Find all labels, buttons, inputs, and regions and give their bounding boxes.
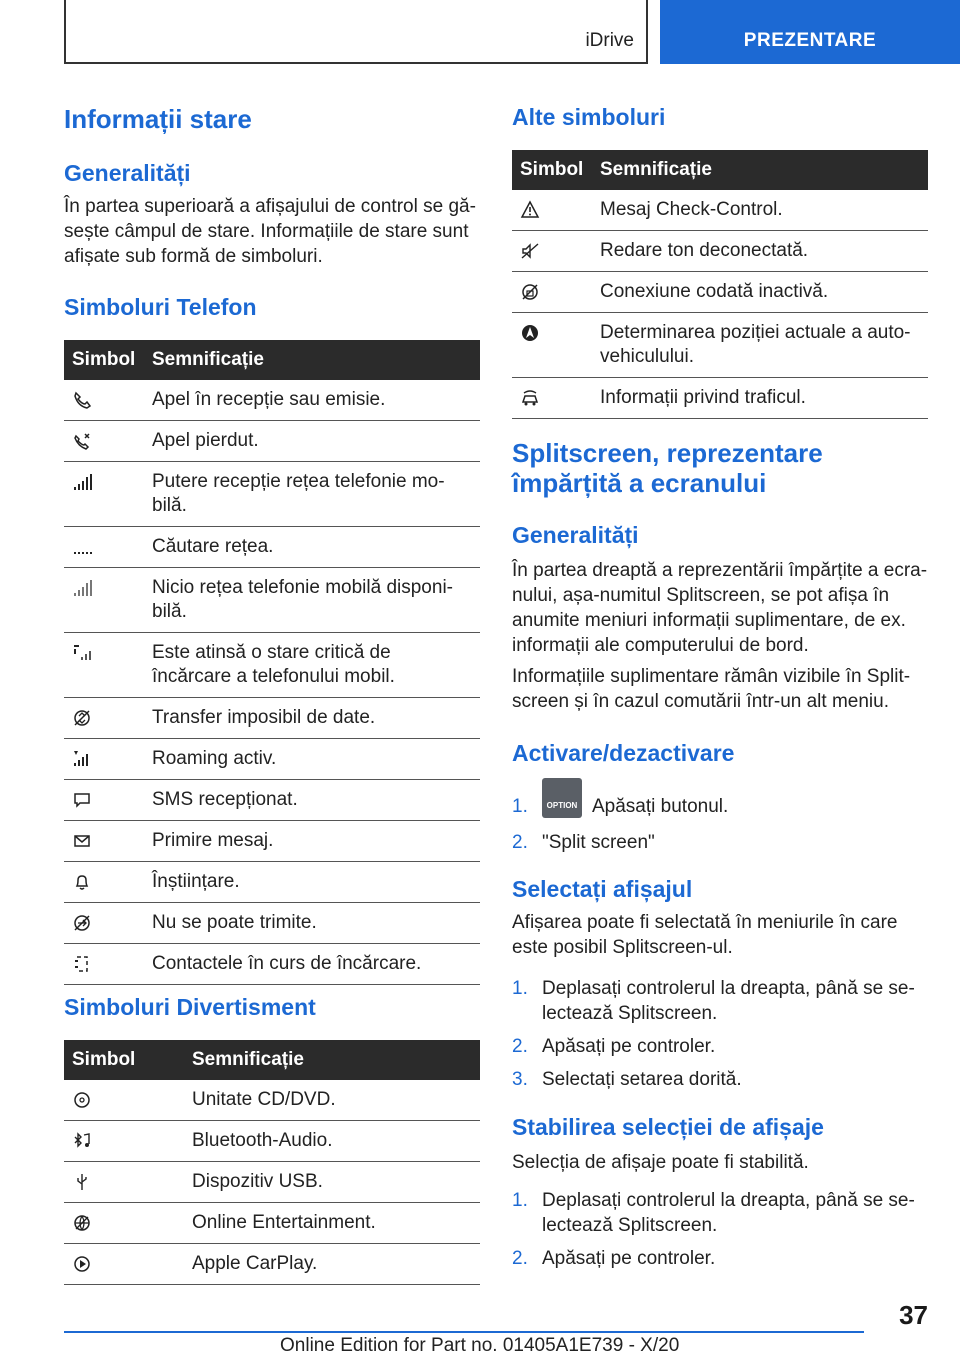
table-row — [64, 421, 480, 462]
symbol-meaning: Dispozitiv USB. — [184, 1162, 480, 1203]
page-title: Informații stare — [64, 104, 252, 134]
table-row — [512, 272, 928, 313]
usb-icon — [72, 1172, 92, 1192]
col-meaning: Semnificație — [144, 340, 480, 380]
list-item — [512, 1067, 928, 1092]
table-row — [64, 568, 480, 633]
symbol-meaning: Înștiințare. — [144, 862, 480, 903]
option-button-icon[interactable]: OPTION — [542, 778, 582, 818]
footer-divider — [64, 1331, 864, 1333]
step-text: Apăsați butonul. — [592, 796, 729, 817]
table-row — [64, 527, 480, 568]
table-row — [64, 1244, 480, 1285]
symbol-meaning: Unitate CD/DVD. — [184, 1080, 480, 1121]
symbol-meaning: Informații privind traficul. — [592, 378, 928, 419]
symbol-meaning: Transfer imposibil de date. — [144, 698, 480, 739]
fix-text: Selecția de afișaje poate fi stabilită. — [512, 1152, 809, 1173]
symbol-meaning: Este atinsă o stare critică de încărcare a telefonului mobil. — [144, 633, 480, 698]
mute-icon — [520, 241, 540, 261]
signal-strength-icon — [72, 472, 92, 492]
col-symbol: Simbol — [512, 150, 592, 190]
table-row — [512, 231, 928, 272]
bluetooth-audio-icon — [72, 1131, 92, 1151]
symbol-meaning: Nu se poate trimite. — [144, 903, 480, 944]
select-text: Afișarea poate fi selectată în meniurile în care este posibil Splitscreen-ul. — [512, 912, 898, 958]
symbol-meaning: Redare ton deconectată. — [592, 231, 928, 272]
entertainment-heading: Simboluri Divertisment — [64, 994, 316, 1020]
bell-icon — [72, 872, 92, 892]
header-chapter-box — [64, 0, 648, 64]
coded-connection-icon — [520, 282, 540, 302]
split-title-line1: Splitscreen, reprezentare — [512, 438, 823, 468]
general-heading: Generalități — [64, 160, 191, 186]
network-search-icon — [72, 537, 92, 557]
table-row — [64, 944, 480, 985]
fix-steps — [512, 1188, 928, 1279]
other-symbols-heading: Alte simboluri — [512, 104, 666, 130]
phone-symbols-table — [64, 340, 480, 985]
table-row — [64, 903, 480, 944]
col-symbol: Simbol — [64, 1040, 184, 1080]
col-symbol: Simbol — [64, 340, 144, 380]
position-icon — [520, 323, 540, 343]
cd-dvd-icon — [72, 1090, 92, 1110]
step-text: Deplasați controlerul la dreapta, până se se-lectează Splitscreen. — [542, 978, 915, 1024]
symbol-meaning: Determinarea poziției actuale a auto-vehiculului. — [592, 313, 928, 378]
table-row — [64, 821, 480, 862]
mail-icon — [72, 831, 92, 851]
table-row — [64, 698, 480, 739]
step-number: 2. — [512, 1248, 528, 1269]
col-meaning: Semnificație — [592, 150, 928, 190]
symbol-meaning: Apel pierdut. — [144, 421, 480, 462]
activate-steps — [512, 776, 928, 855]
symbol-meaning: Conexiune codată inactivă. — [592, 272, 928, 313]
symbol-meaning: Putere recepție rețea telefonie mo-bilă. — [144, 462, 480, 527]
general-text: În partea superioară a afișajului de control se gă-sește câmpul de stare. Informațiile de stare sunt afișate sub formă de simboluri. — [64, 196, 476, 267]
list-item — [512, 830, 928, 855]
low-battery-icon — [72, 643, 92, 663]
activate-heading: Activare/dezactivare — [512, 740, 735, 766]
page-number: 37 — [899, 1300, 928, 1330]
symbol-meaning: Căutare rețea. — [144, 527, 480, 568]
symbol-meaning: Apel în recepție sau emisie. — [144, 380, 480, 421]
table-row — [512, 378, 928, 419]
symbol-meaning: Roaming activ. — [144, 739, 480, 780]
list-item — [512, 1188, 928, 1238]
send-failed-icon — [72, 913, 92, 933]
list-item — [512, 1246, 928, 1271]
sms-icon — [72, 790, 92, 810]
step-number: 1. — [512, 978, 528, 999]
no-network-icon — [72, 578, 92, 598]
missed-call-icon — [72, 431, 92, 451]
online-entertainment-icon — [72, 1213, 92, 1233]
traffic-info-icon — [520, 388, 540, 408]
table-row — [64, 862, 480, 903]
phone-icon — [72, 390, 92, 410]
step-text: Selectați setarea dorită. — [542, 1069, 742, 1090]
symbol-meaning: SMS recepționat. — [144, 780, 480, 821]
select-steps — [512, 976, 928, 1100]
step-text: "Split screen" — [542, 832, 655, 853]
step-number: 1. — [512, 1190, 528, 1211]
header-chapter-label: iDrive — [585, 30, 634, 51]
symbol-meaning: Nicio rețea telefonie mobilă disponi-bilă. — [144, 568, 480, 633]
header-section-tab[interactable] — [660, 0, 960, 64]
symbol-meaning: Mesaj Check-Control. — [592, 190, 928, 231]
warning-icon — [520, 200, 540, 220]
table-row — [64, 380, 480, 421]
table-row — [64, 633, 480, 698]
footer-edition: Online Edition for Part no. 01405A1E739 - X/20 — [280, 1335, 680, 1356]
list-item — [512, 976, 928, 1026]
symbol-meaning: Online Entertainment. — [184, 1203, 480, 1244]
step-number: 2. — [512, 1036, 528, 1057]
table-row — [512, 313, 928, 378]
split-general-heading: Generalități — [512, 522, 639, 548]
split-title-line2: împărțită a ecranului — [512, 468, 767, 498]
header-section-label: PREZENTARE — [743, 30, 877, 51]
roaming-icon — [72, 749, 92, 769]
contacts-loading-icon — [72, 954, 92, 974]
carplay-icon — [72, 1254, 92, 1274]
step-number: 1. — [512, 796, 528, 817]
table-row — [512, 190, 928, 231]
symbol-meaning: Contactele în curs de încărcare. — [144, 944, 480, 985]
other-symbols-table — [512, 150, 928, 419]
step-text: Apăsați pe controler. — [542, 1248, 716, 1269]
table-row — [64, 462, 480, 527]
entertainment-symbols-table — [64, 1040, 480, 1285]
table-row — [64, 1121, 480, 1162]
no-data-transfer-icon — [72, 708, 92, 728]
list-item — [512, 1034, 928, 1059]
step-text: Deplasați controlerul la dreapta, până se se-lectează Splitscreen. — [542, 1190, 915, 1236]
table-row — [64, 739, 480, 780]
split-text-2: Informațiile suplimentare rămân vizibile în Split-screen și în cazul comutării într-un alt meniu. — [512, 666, 911, 712]
fix-heading: Stabilirea selecției de afișaje — [512, 1114, 824, 1140]
table-row — [64, 780, 480, 821]
symbol-meaning: Apple CarPlay. — [184, 1244, 480, 1285]
split-text-1: În partea dreaptă a reprezentării împărțite a ecra-nului, așa-numitul Splitscreen, se pot afișa în anumite meniuri informații suplimentare, de ex. informații ale computerului de bord. — [512, 560, 928, 656]
table-row — [64, 1203, 480, 1244]
col-meaning: Semnificație — [184, 1040, 480, 1080]
step-text: Apăsați pe controler. — [542, 1036, 716, 1057]
select-heading: Selectați afișajul — [512, 876, 693, 902]
phone-heading: Simboluri Telefon — [64, 294, 257, 320]
symbol-meaning: Bluetooth-Audio. — [184, 1121, 480, 1162]
table-row — [64, 1080, 480, 1121]
step-number: 2. — [512, 832, 528, 853]
table-row — [64, 1162, 480, 1203]
symbol-meaning: Primire mesaj. — [144, 821, 480, 862]
step-number: 3. — [512, 1069, 528, 1090]
